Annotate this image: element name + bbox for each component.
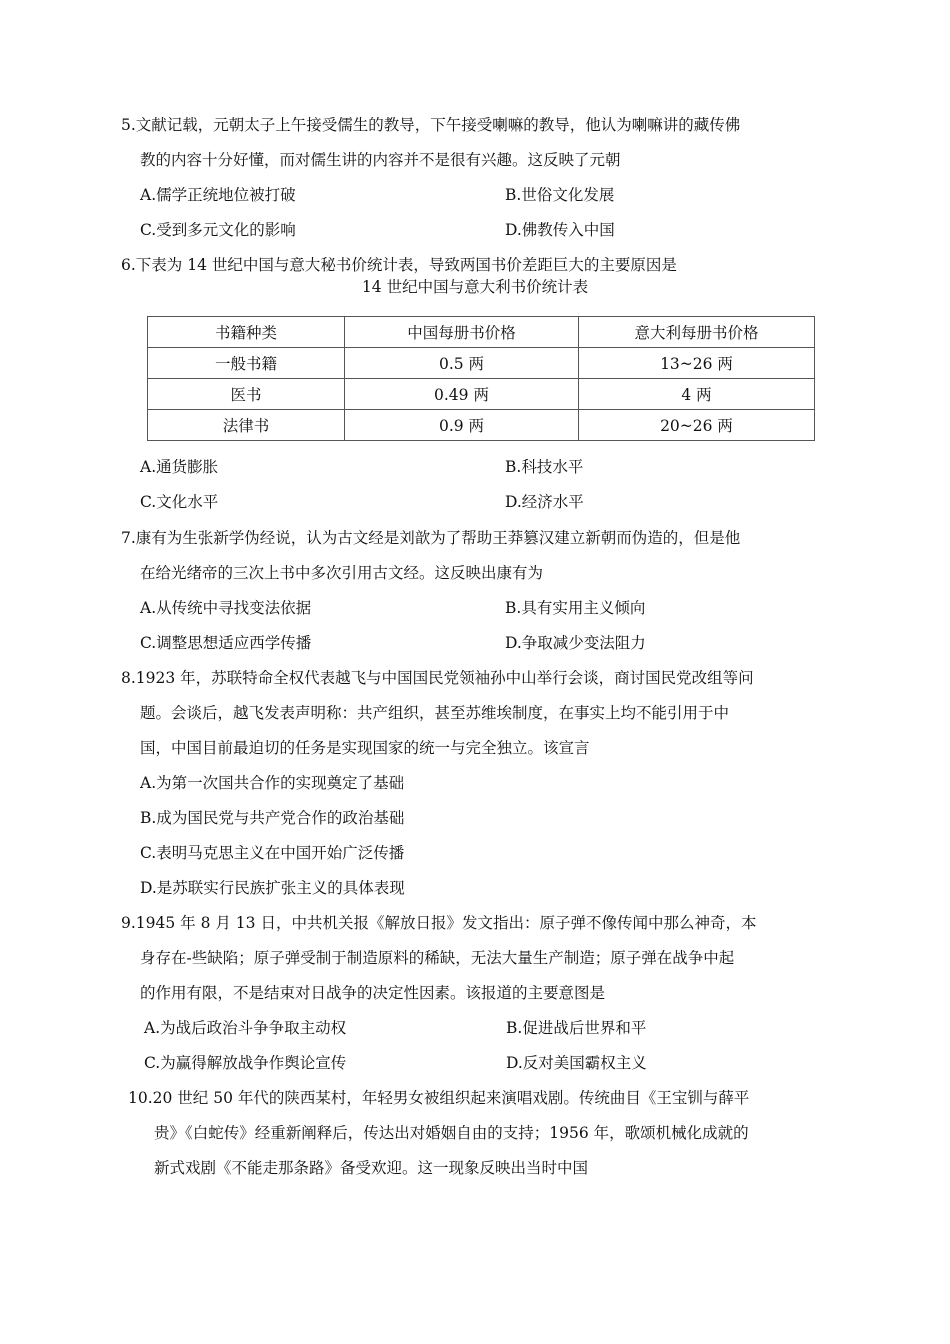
question-8-option-c: C.表明马克思主义在中国开始广泛传播 xyxy=(140,844,405,862)
question-8-stem-line-1: 8.1923 年，苏联特命全权代表越飞与中国国民党领袖孙中山举行会谈，商讨国民党改组等问 xyxy=(121,669,754,687)
question-5-stem-line-2: 教的内容十分好懂，而对儒生讲的内容并不是很有兴趣。这反映了元朝 xyxy=(140,151,621,169)
question-6-stem-line-1: 6.下表为 14 世纪中国与意大秘书价统计表，导致两国书价差距巨大的主要原因是 xyxy=(121,256,677,274)
question-6-option-c: C.文化水平 xyxy=(140,493,219,511)
question-7-option-d: D.争取减少变法阻力 xyxy=(505,634,646,652)
question-7-option-b: B.具有实用主义倾向 xyxy=(505,599,646,617)
table-cell: 20~26 两 xyxy=(579,410,815,441)
table-header-cell: 中国每册书价格 xyxy=(345,317,579,348)
question-5-option-b: B.世俗文化发展 xyxy=(505,186,615,204)
table-row xyxy=(148,348,815,379)
book-price-table xyxy=(147,316,815,441)
question-8-option-d: D.是苏联实行民族扩张主义的具体表现 xyxy=(140,879,405,897)
question-8-stem-line-3: 国，中国目前最迫切的任务是实现国家的统一与完全独立。该宣言 xyxy=(140,739,590,757)
table-header-row xyxy=(148,317,815,348)
question-5-option-c: C.受到多元文化的影响 xyxy=(140,221,296,239)
table-cell: 13~26 两 xyxy=(579,348,815,379)
question-5-stem-line-1: 5.文献记载，元朝太子上午接受儒生的教导，下午接受喇嘛的教导，他认为喇嘛讲的藏传佛 xyxy=(121,116,741,134)
question-10-stem-line-2: 贵》《白蛇传》经重新阐释后，传达出对婚姻自由的支持；1956 年，歌颂机械化成就的 xyxy=(154,1124,749,1142)
table-cell: 0.9 两 xyxy=(345,410,579,441)
table-cell: 医书 xyxy=(148,379,345,410)
question-6-option-a: A.通货膨胀 xyxy=(140,458,219,476)
table-header-cell: 书籍种类 xyxy=(148,317,345,348)
table-row xyxy=(148,410,815,441)
question-9-option-a: A.为战后政治斗争争取主动权 xyxy=(144,1019,347,1037)
question-10-stem-line-3: 新式戏剧《不能走那条路》备受欢迎。这一现象反映出当时中国 xyxy=(154,1159,589,1177)
question-9-stem-line-2: 身存在-些缺陷；原子弹受制于制造原料的稀缺，无法大量生产制造；原子弹在战争中起 xyxy=(140,949,735,967)
table-cell: 法律书 xyxy=(148,410,345,441)
question-9-stem-line-1: 9.1945 年 8 月 13 日，中共机关报《解放日报》发文指出：原子弹不像传闻中那么神奇，本 xyxy=(121,914,757,932)
table-cell: 一般书籍 xyxy=(148,348,345,379)
question-7-option-a: A.从传统中寻找变法依据 xyxy=(140,599,312,617)
question-6-option-d: D.经济水平 xyxy=(505,493,584,511)
table-cell: 0.5 两 xyxy=(345,348,579,379)
question-9-option-c: C.为赢得解放战争作舆论宣传 xyxy=(144,1054,347,1072)
question-5-option-a: A.儒学正统地位被打破 xyxy=(140,186,296,204)
question-6-option-b: B.科技水平 xyxy=(505,458,584,476)
question-8-option-a: A.为第一次国共合作的实现奠定了基础 xyxy=(140,774,405,792)
table-header-cell: 意大利每册书价格 xyxy=(579,317,815,348)
table-caption: 14 世纪中国与意大利书价统计表 xyxy=(361,278,589,296)
question-8-stem-line-2: 题。会谈后，越飞发表声明称：共产组织，甚至苏维埃制度，在事实上均不能引用于中 xyxy=(140,704,730,722)
question-8-option-b: B.成为国民党与共产党合作的政治基础 xyxy=(140,809,405,827)
question-9-option-b: B.促进战后世界和平 xyxy=(506,1019,647,1037)
question-10-stem-line-1: 10.20 世纪 50 年代的陕西某村，年轻男女被组织起来演唱戏剧。传统曲目《王宝钏与薛平 xyxy=(128,1089,750,1107)
question-7-stem-line-2: 在给光绪帝的三次上书中多次引用古文经。这反映出康有为 xyxy=(140,564,544,582)
question-5-option-d: D.佛教传入中国 xyxy=(505,221,615,239)
table-cell: 0.49 两 xyxy=(345,379,579,410)
table-row xyxy=(148,379,815,410)
table-cell: 4 两 xyxy=(579,379,815,410)
question-7-stem-line-1: 7.康有为生张新学伪经说，认为古文经是刘歆为了帮助王莽篡汉建立新朝而伪造的，但是他 xyxy=(121,529,741,547)
question-7-option-c: C.调整思想适应西学传播 xyxy=(140,634,312,652)
question-9-stem-line-3: 的作用有限，不是结束对日战争的决定性因素。该报道的主要意图是 xyxy=(140,984,606,1002)
question-9-option-d: D.反对美国霸权主义 xyxy=(506,1054,647,1072)
